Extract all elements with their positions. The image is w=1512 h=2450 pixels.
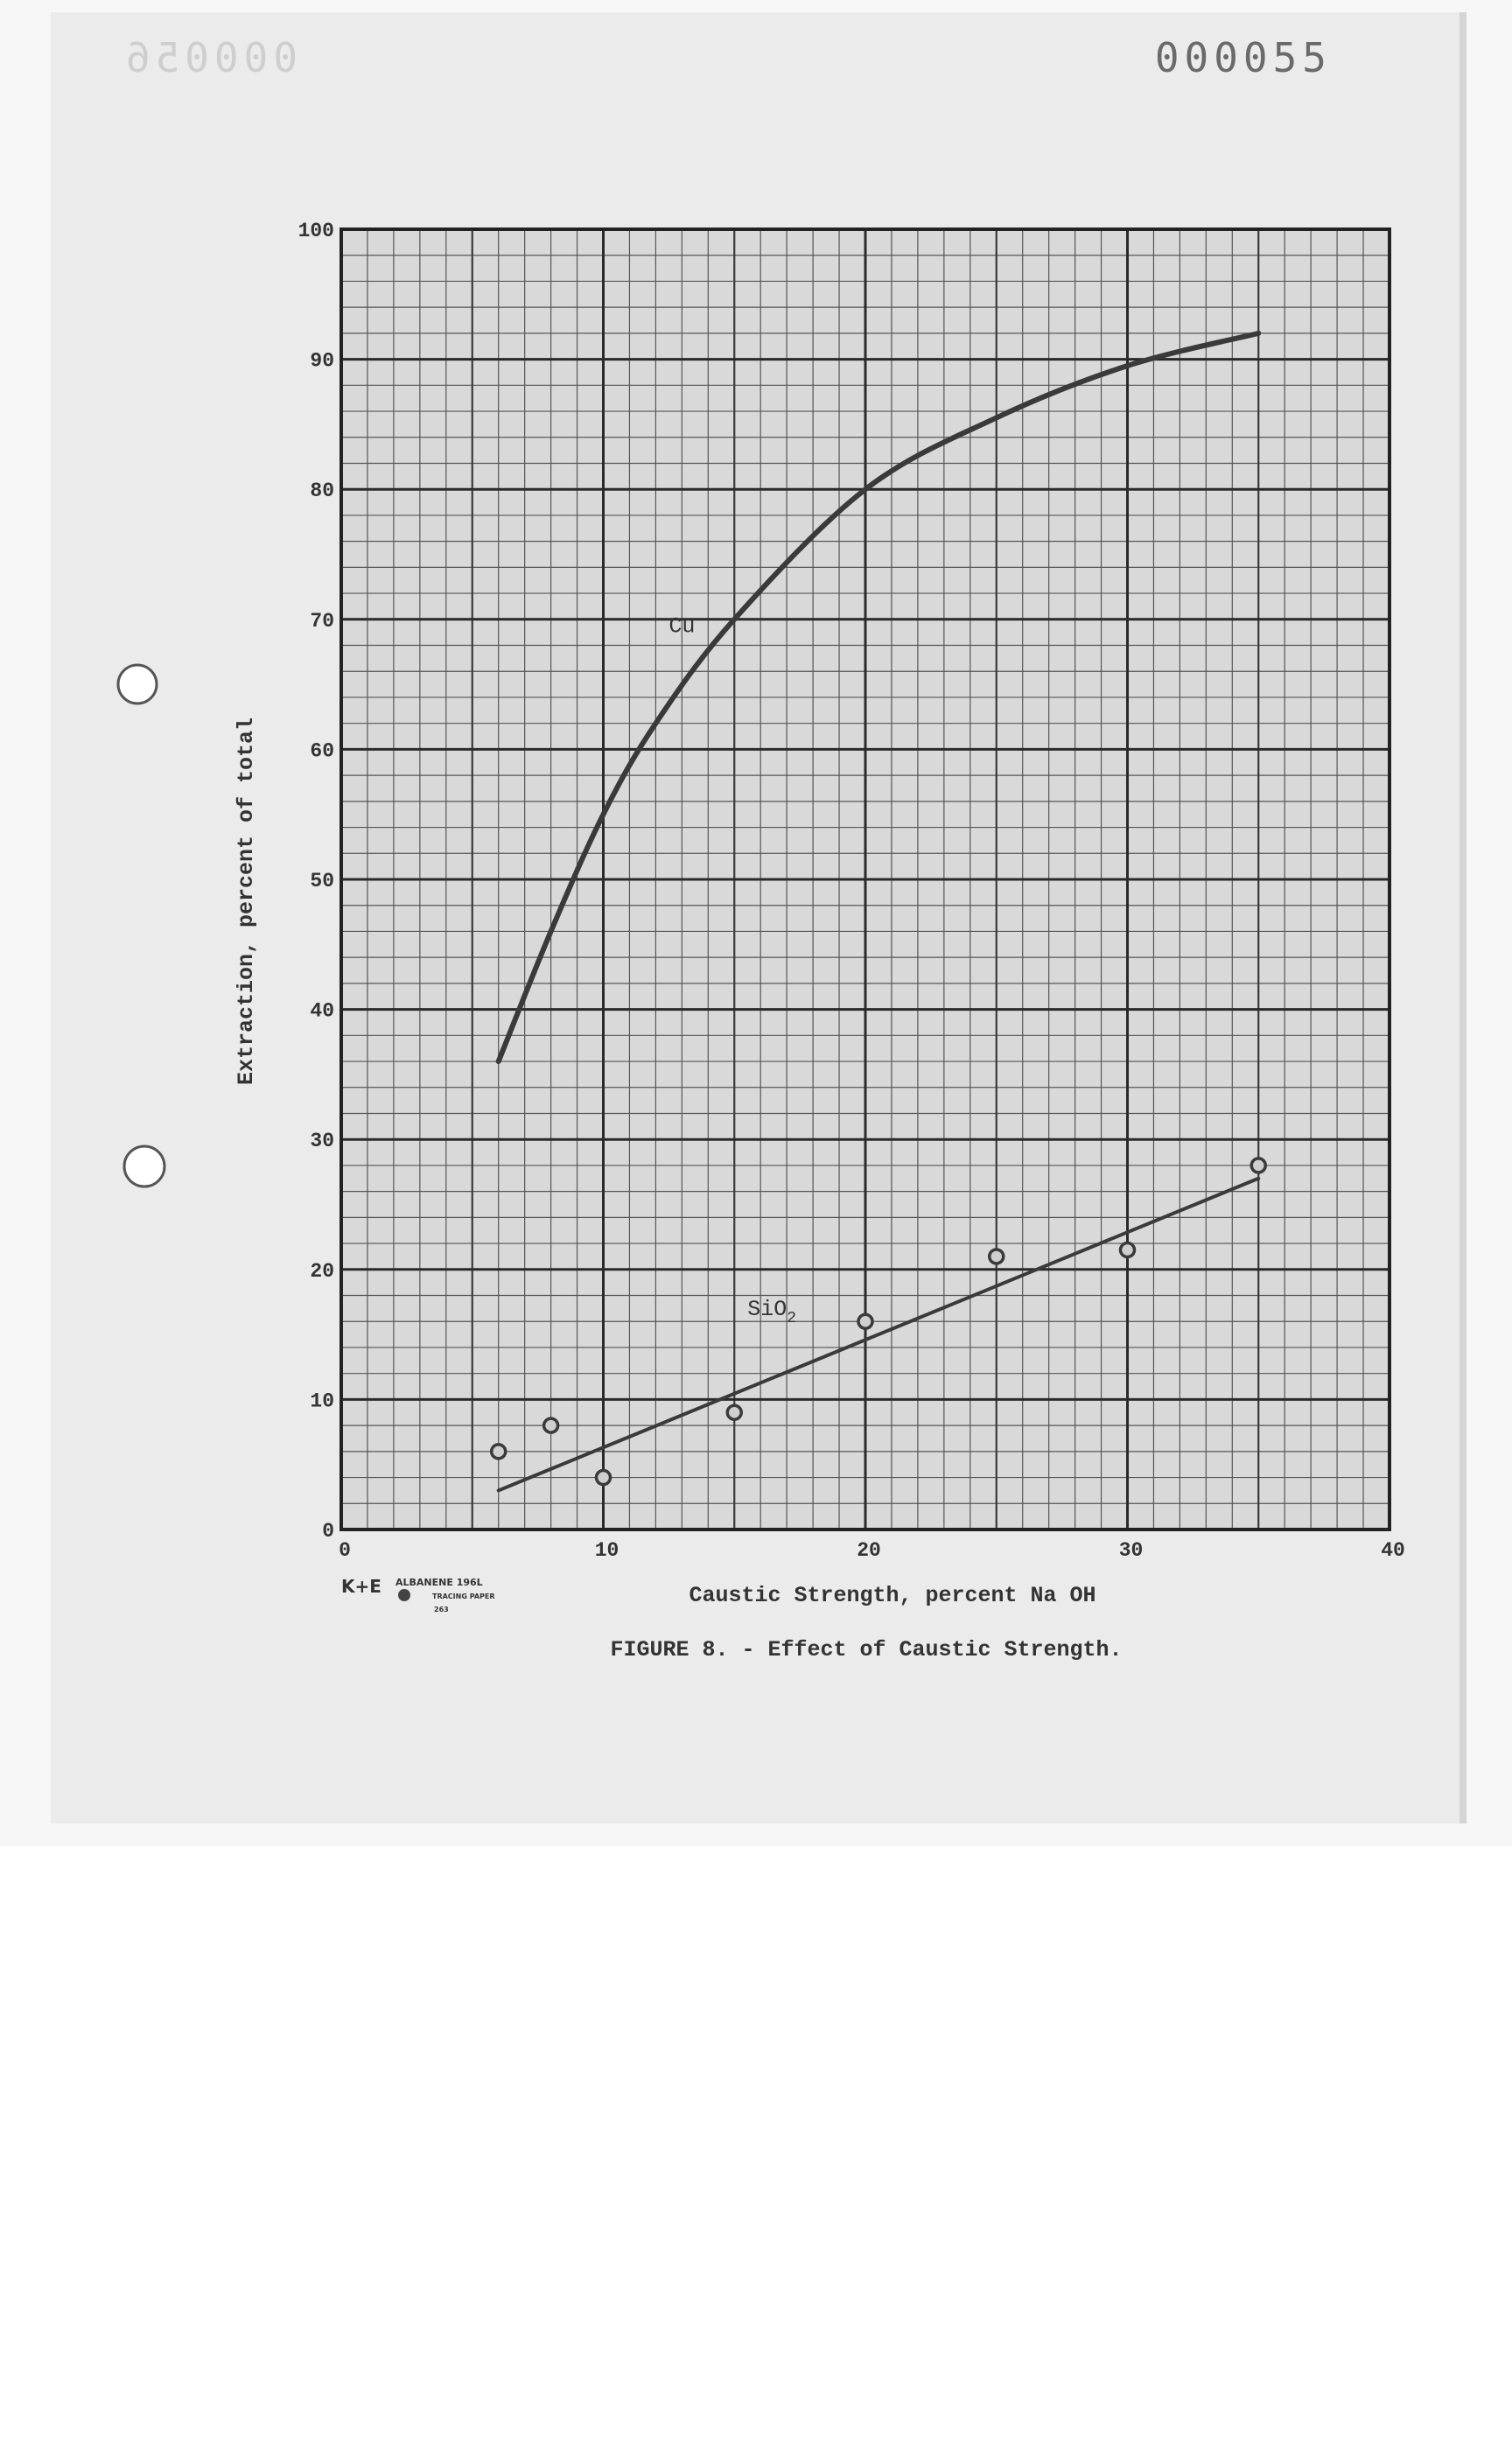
data-point-sio2 xyxy=(492,1445,506,1459)
x-tick-label: 10 xyxy=(594,1539,620,1562)
y-axis-label: Extraction, percent of total xyxy=(234,717,259,1086)
paper-mark-line1: ALBANENE 196L xyxy=(396,1577,483,1588)
y-tick-label: 10 xyxy=(310,1390,334,1413)
paper-edge-shadow xyxy=(1460,12,1466,1824)
paper-brand-dot xyxy=(398,1589,410,1601)
x-axis-label: Caustic Strength, percent Na OH xyxy=(689,1583,1096,1608)
data-point-sio2 xyxy=(544,1418,558,1432)
paper-mark-line2: TRACING PAPER xyxy=(432,1592,495,1600)
y-tick-label: 80 xyxy=(310,480,334,503)
data-point-sio2 xyxy=(990,1250,1004,1264)
y-tick-label: 40 xyxy=(310,999,334,1023)
y-tick-label: 60 xyxy=(310,739,334,763)
annotation-label: Cu xyxy=(668,613,696,640)
y-tick-label: 90 xyxy=(310,349,334,373)
page-number-mirror: 000056 xyxy=(120,34,298,81)
y-tick-label: 30 xyxy=(310,1130,334,1153)
x-tick-label: 40 xyxy=(1381,1539,1405,1562)
data-point-sio2 xyxy=(1121,1243,1135,1257)
x-tick-label: 0 xyxy=(339,1539,351,1562)
data-point-sio2 xyxy=(1251,1158,1265,1172)
y-tick-label: 70 xyxy=(310,609,334,633)
paper-brand: K+E xyxy=(341,1576,382,1597)
x-tick-label: 30 xyxy=(1118,1539,1144,1562)
y-tick-label: 50 xyxy=(310,870,334,892)
page-number: 000055 xyxy=(1154,34,1332,81)
data-point-sio2 xyxy=(597,1471,611,1485)
y-tick-label: 100 xyxy=(298,220,334,242)
plot-area xyxy=(298,220,1405,1562)
figure-caption: FIGURE 8. - Effect of Caustic Strength. xyxy=(610,1637,1123,1662)
binder-hole-bottom xyxy=(124,1146,164,1186)
annotation-label: SiO$_2$ xyxy=(747,1296,797,1327)
annotation-subscript: 2 xyxy=(787,1309,797,1327)
page-number-bleed-through xyxy=(121,34,298,81)
data-point-sio2 xyxy=(727,1405,741,1419)
y-tick-label: 20 xyxy=(310,1259,334,1283)
y-tick-label: 0 xyxy=(322,1520,334,1543)
binder-hole-top xyxy=(118,665,157,704)
paper-mark-line3: 263 xyxy=(434,1606,449,1614)
x-tick-label: 20 xyxy=(857,1539,881,1562)
data-point-sio2 xyxy=(858,1314,872,1328)
